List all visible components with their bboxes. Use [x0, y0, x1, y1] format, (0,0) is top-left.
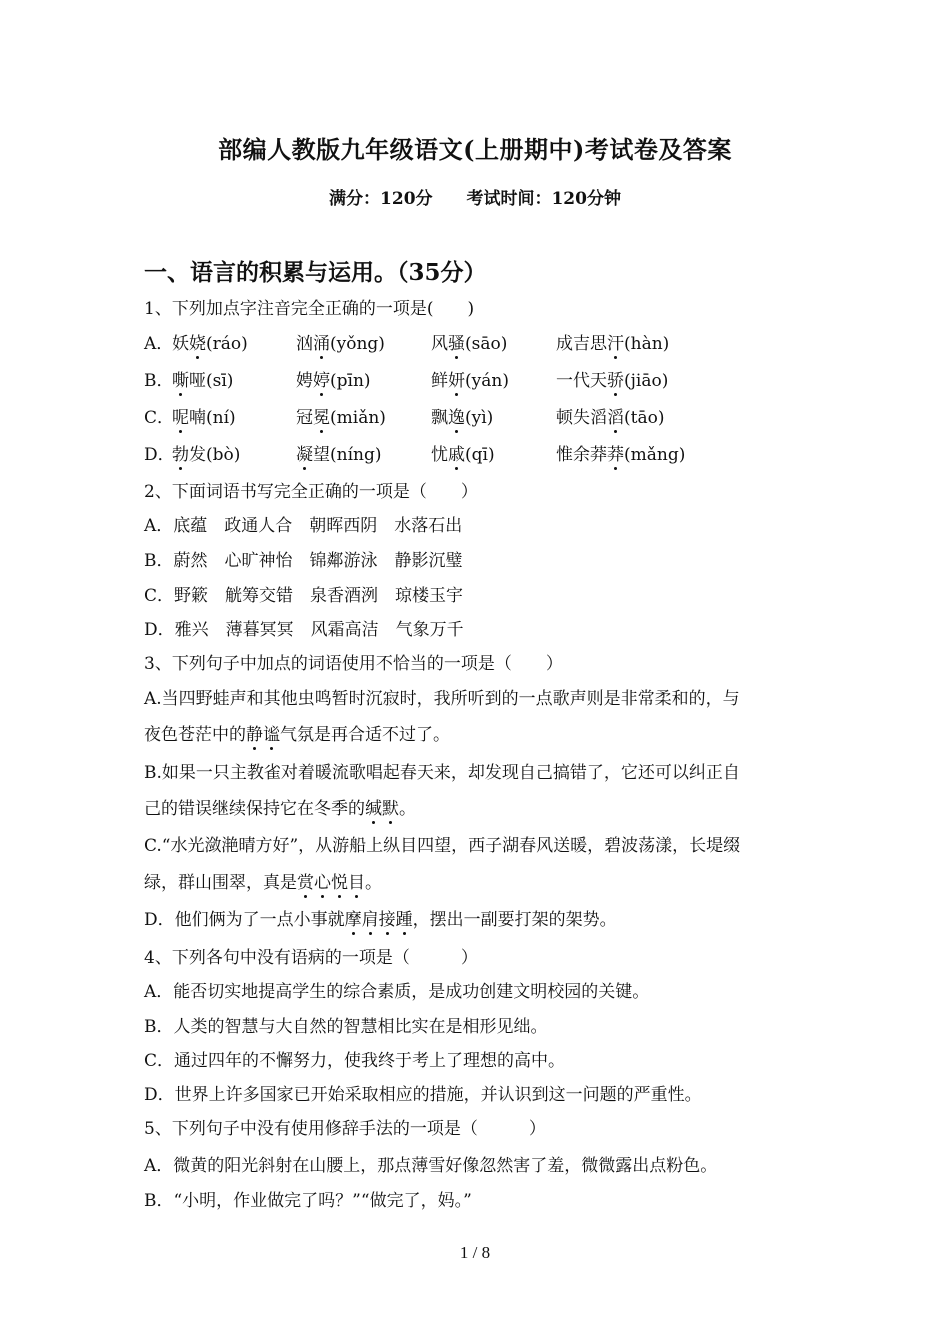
question-5-option-a: A．微黄的阳光斜射在山腰上，那点薄雪好像忽然害了羞，微微露出点粉色。 [144, 1156, 718, 1176]
dotted-character: 婷 [313, 366, 330, 391]
dotted-character: 滔 [607, 403, 624, 428]
dotted-character: 踵 [396, 905, 413, 930]
dotted-word [297, 873, 365, 893]
dotted-character: 逸 [448, 403, 465, 428]
question-1-option-b-item: 嘶哑(sī) [172, 366, 233, 391]
question-4-option-a: A．能否切实地提高学生的综合素质，是成功创建文明校园的关键。 [144, 982, 650, 1002]
question-1-option-c-item: 顿失滔滔(tāo) [556, 403, 664, 428]
dotted-character: 妍 [448, 366, 465, 391]
dotted-character: 凝 [296, 440, 313, 465]
question-4-stem: 4、下列各句中没有语病的一项是（ ） [144, 948, 478, 968]
dotted-word [365, 799, 399, 819]
question-1-option-b-item: 一代天骄(jiāo) [556, 366, 668, 391]
question-1-option-a-label: A． [144, 334, 174, 354]
question-1-option-c-label: C． [144, 408, 175, 428]
question-3-option-c-line2: 绿，群山围翠，真是赏心悦目。 [144, 868, 382, 893]
question-3-option-a-line1: A.当四野蛙声和其他虫鸣暂时沉寂时，我所听到的一点歌声则是非常柔和的，与 [144, 689, 740, 709]
question-4-option-c: C．通过四年的不懈努力，使我终于考上了理想的高中。 [144, 1051, 566, 1071]
question-1-option-d-item: 惟余莽莽(mǎng) [556, 440, 685, 465]
exam-info [0, 184, 950, 209]
dotted-character: 接 [379, 905, 396, 930]
dotted-character: 呢 [172, 403, 189, 428]
question-1-option-a-item: 成吉思汗(hàn) [556, 329, 669, 354]
dotted-character: 肩 [362, 905, 379, 930]
question-4-option-b: B．人类的智慧与大自然的智慧相比实在是相形见绌。 [144, 1017, 548, 1037]
question-2-option-b: B．蔚然 心旷神怡 锦鄰游泳 静影沉璧 [144, 551, 463, 571]
question-2-option-c: C．野簌 觥筹交错 泉香酒洌 琼楼玉宇 [144, 586, 464, 606]
question-2-stem: 2、下面词语书写完全正确的一项是（ ） [144, 482, 478, 502]
dotted-character: 赏 [297, 868, 314, 893]
dotted-word [246, 725, 280, 745]
dotted-word [345, 910, 413, 930]
dotted-character: 勃 [172, 440, 189, 465]
dotted-character: 骄 [607, 366, 624, 391]
question-3-option-d: D．他们俩为了一点小事就摩肩接踵，摆出一副要打架的架势。 [144, 905, 617, 930]
dotted-character: 汗 [607, 329, 624, 354]
question-1-option-d-item: 凝望(níng) [296, 440, 381, 465]
question-3-option-c-line1: C.“水光潋滟晴方好”，从游船上纵目四望，西子湖春风送暖，碧波荡漾，长堤缀 [144, 836, 741, 856]
dotted-character: 娆 [189, 329, 206, 354]
question-1-stem: 1、下列加点字注音完全正确的一项是( ) [144, 299, 475, 319]
dotted-character: 缄 [365, 794, 382, 819]
question-1-option-a-item: 妖娆(ráo) [172, 329, 248, 354]
question-1-option-d-label: D． [144, 445, 175, 465]
dotted-character: 心 [314, 868, 331, 893]
question-1-option-a-item: 汹涌(yǒng) [296, 329, 385, 354]
question-3-option-a-line2: 夜色苍茫中的静谧气氛是再合适不过了。 [144, 720, 450, 745]
question-3-stem: 3、下列句子中加点的词语使用不恰当的一项是（ ） [144, 654, 563, 674]
question-1-option-b-label: B． [144, 371, 174, 391]
question-3-option-b-line1: B.如果一只主教雀对着暖流歌唱起春天来，却发现自己搞错了，它还可以纠正自 [144, 763, 740, 783]
dotted-character: 嘶 [172, 366, 189, 391]
page-title: 部编人教版九年级语文(上册期中)考试卷及答案 [218, 135, 732, 164]
question-2-option-d: D．雅兴 薄暮冥冥 风霜高洁 气象万千 [144, 620, 464, 640]
question-1-option-c-item: 飘逸(yì) [431, 403, 493, 428]
dotted-character: 戚 [448, 440, 465, 465]
question-1-option-d-item: 忧戚(qī) [431, 440, 495, 465]
dotted-character: 悦 [331, 868, 348, 893]
dotted-character: 涌 [313, 329, 330, 354]
question-1-option-d-item: 勃发(bò) [172, 440, 240, 465]
page-number: 1 / 8 [459, 1243, 491, 1262]
dotted-character: 目 [348, 868, 365, 893]
dotted-character: 骚 [448, 329, 465, 354]
question-4-option-d: D．世界上许多国家已开始采取相应的措施，并认识到这一问题的严重性。 [144, 1085, 702, 1105]
question-3-option-b-line2: 己的错误继续保持它在冬季的缄默。 [144, 794, 416, 819]
dotted-character: 静 [246, 720, 263, 745]
question-5-stem: 5、下列句子中没有使用修辞手法的一项是（ ） [144, 1119, 546, 1139]
dotted-character: 摩 [345, 905, 362, 930]
question-1-option-c-item: 呢喃(ní) [172, 403, 236, 428]
question-1-option-a-item: 风骚(sāo) [431, 329, 507, 354]
question-1-option-c-item: 冠冕(miǎn) [296, 403, 386, 428]
dotted-character: 谧 [263, 720, 280, 745]
exam-time: 考试时间：120分钟 [466, 189, 621, 209]
dotted-character: 冕 [313, 403, 330, 428]
question-1-option-b-item: 娉婷(pīn) [296, 366, 371, 391]
full-score: 满分：120分 [329, 189, 433, 209]
section-heading: 一、语言的积累与运用。（35分） [144, 259, 487, 286]
question-5-option-b: B．“小明，作业做完了吗？”“做完了，妈。” [144, 1191, 472, 1211]
dotted-character: 莽 [607, 440, 624, 465]
dotted-character: 默 [382, 794, 399, 819]
question-2-option-a: A．底蕴 政通人合 朝晖西阴 水落石出 [144, 516, 463, 536]
question-1-option-b-item: 鲜妍(yán) [431, 366, 509, 391]
